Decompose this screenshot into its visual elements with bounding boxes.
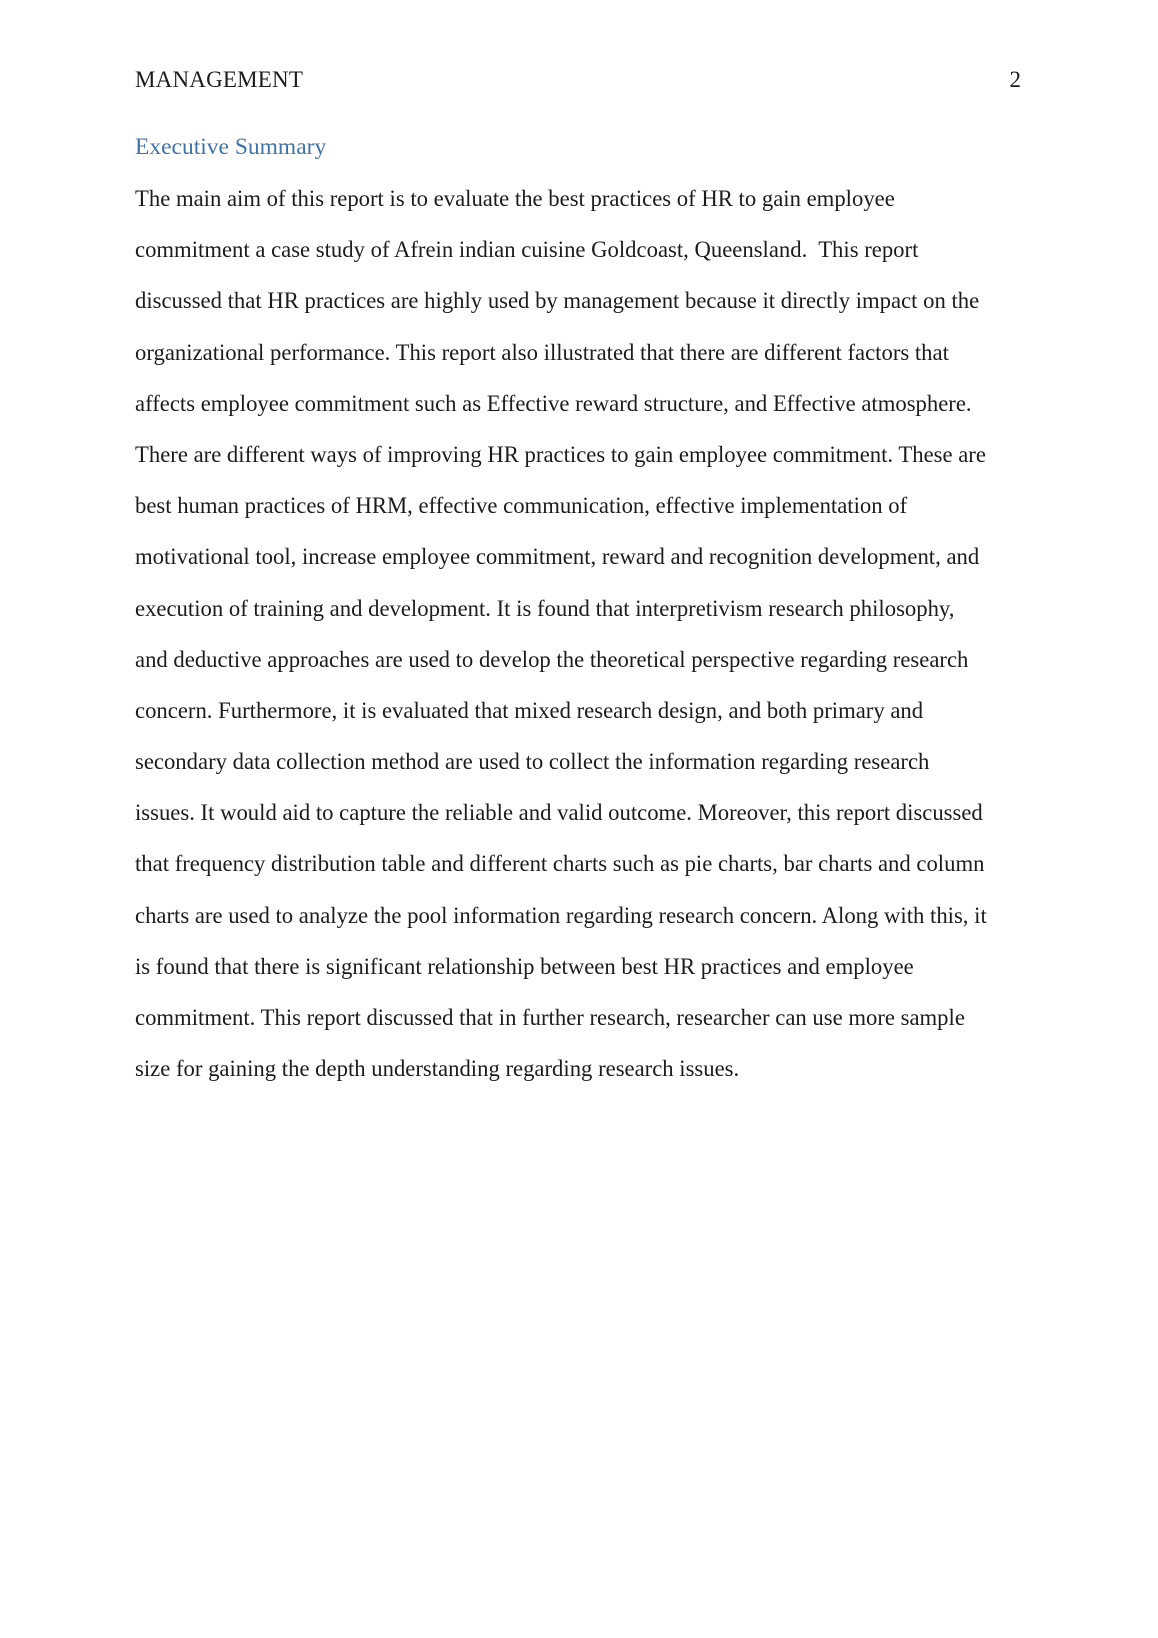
running-head-title: MANAGEMENT [135,67,304,92]
page-number: 2 [1009,67,1021,92]
paragraph-line: that frequency distribution table and different charts such as pie charts, bar charts and column [135,851,985,877]
page-header [135,66,1021,93]
paragraph-line: and deductive approaches are used to develop the theoretical perspective regarding research [135,646,969,672]
paragraph-line: is found that there is significant relationship between best HR practices and employee [135,953,914,979]
paragraph-line: commitment a case study of Afrein indian cuisine Goldcoast, Queensland. This report [135,237,919,263]
section-heading: Executive Summary [135,134,327,160]
paragraph-line: secondary data collection method are used to collect the information regarding research [135,749,930,775]
paragraph-line: size for gaining the depth understanding regarding research issues. [135,1056,740,1082]
paragraph-line: affects employee commitment such as Effective reward structure, and Effective atmosphere. [135,390,972,416]
paragraph-line: execution of training and development. It is found that interpretivism research philosophy, [135,595,955,621]
executive-summary-paragraph [135,173,1115,1094]
paragraph-line: issues. It would aid to capture the reliable and valid outcome. Moreover, this report discussed [135,800,983,826]
paragraph-line: discussed that HR practices are highly used by management because it directly impact on the [135,288,980,314]
paragraph-line: concern. Furthermore, it is evaluated that mixed research design, and both primary and [135,697,924,723]
paragraph-line: charts are used to analyze the pool information regarding research concern. Along with this, it [135,902,987,928]
paragraph-line: commitment. This report discussed that in further research, researcher can use more sample [135,1005,965,1030]
paragraph-line: motivational tool, increase employee commitment, reward and recognition development, and [135,544,980,570]
paragraph-line: There are different ways of improving HR practices to gain employee commitment. These are [135,441,986,467]
paragraph-line: organizational performance. This report also illustrated that there are different factors that [135,339,949,365]
paragraph-line: best human practices of HRM, effective communication, effective implementation of [135,493,908,519]
paragraph-line: The main aim of this report is to evaluate the best practices of HR to gain employee [135,186,895,211]
